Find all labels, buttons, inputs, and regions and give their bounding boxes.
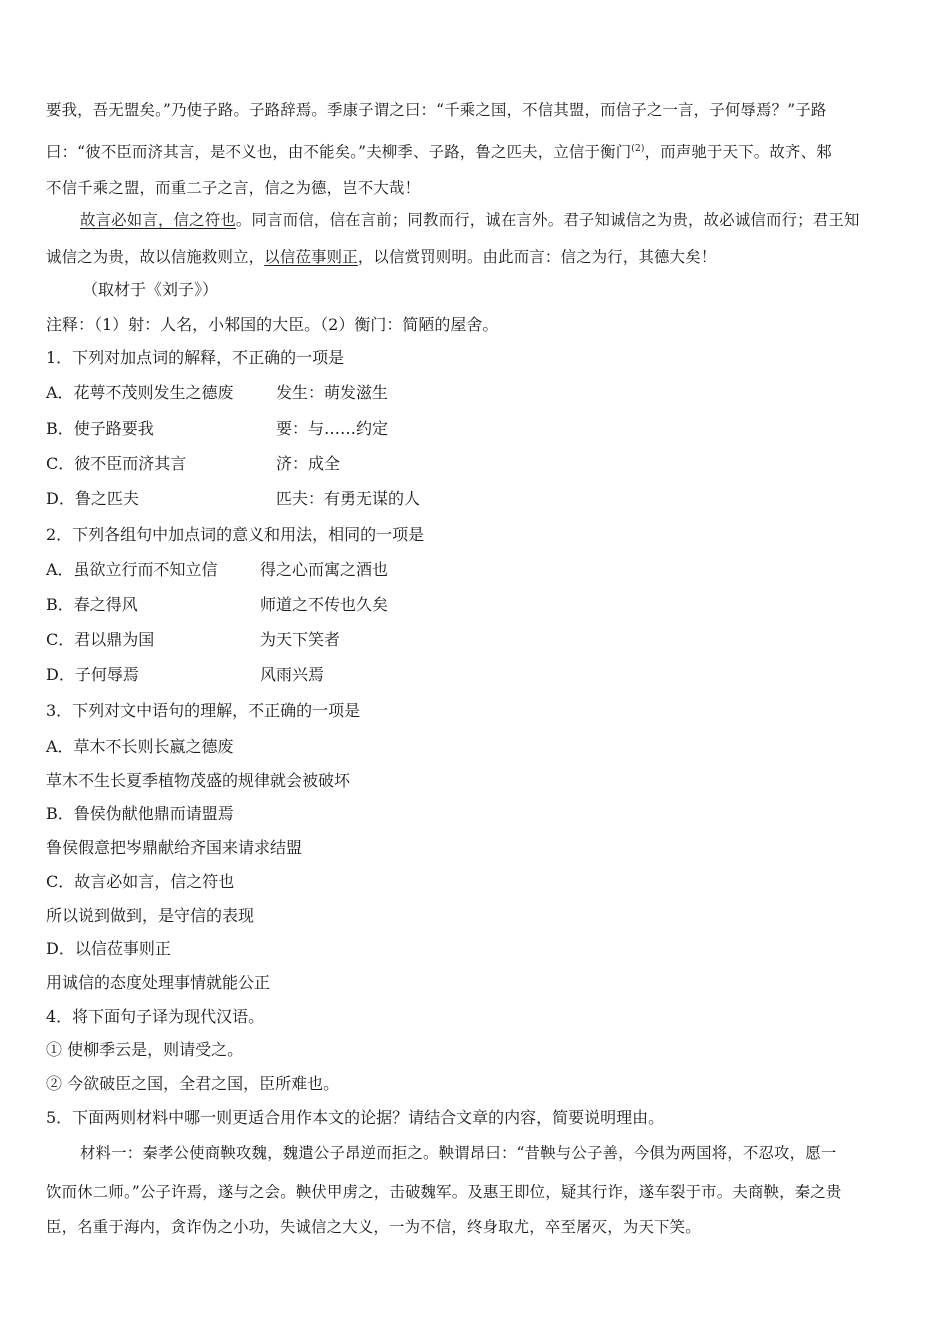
q3-option-b: B．鲁侯伪献他鼎而请盟焉 (46, 804, 234, 823)
passage-line-3: 不信千乘之盟，而重二子之言，信之为德，岂不大哉！ (46, 179, 421, 197)
q2-option-d-pair: 风雨兴焉 (260, 665, 325, 684)
q1-option-d: D．鲁之匹夫 (46, 489, 139, 508)
q1-option-a-explanation: 发生：萌发滋生 (276, 383, 389, 402)
q2-option-a-pair: 得之心而寓之酒也 (260, 560, 389, 579)
material-1-line-3: 臣，名重于海内，贪诈伪之小功，失诚信之大义，一为不信，终身取尤，卒至屠灭，为天下笑。 (46, 1218, 701, 1236)
q3-option-b-interpretation: 鲁侯假意把岑鼎献给齐国来请求结盟 (46, 838, 303, 857)
question-4-stem: 4．将下面句子译为现代汉语。 (46, 1007, 265, 1026)
question-2-stem: 2．下列各组句中加点词的意义和用法，相同的一项是 (46, 525, 425, 544)
material-1-line-1: 材料一：秦孝公使商鞅攻魏，魏遣公子昂逆而拒之。鞅谓昂曰：“昔鞅与公子善，今俱为两国将，不忍攻，愿一 (80, 1144, 837, 1162)
q3-option-a-interpretation: 草木不生长夏季植物茂盛的规律就会被破坏 (46, 771, 351, 790)
passage-line-4 (80, 210, 860, 230)
q4-sentence-2: ② 今欲破臣之国，全君之国，臣所难也。 (46, 1074, 340, 1093)
q3-option-d: D．以信莅事则正 (46, 939, 171, 958)
q1-option-b-explanation: 要：与……约定 (276, 419, 389, 438)
passage-line-5 (46, 247, 716, 267)
q3-option-c: C．故言必如言，信之符也 (46, 872, 235, 891)
question-1-stem: 1．下列对加点词的解释，不正确的一项是 (46, 348, 345, 367)
q1-option-b: B．使子路要我 (46, 419, 154, 438)
passage-line-5-text-b: ，以信赏罚则明。由此而言：信之为行，其德大矣！ (357, 248, 717, 266)
q3-option-a: A．草木不长则长嬴之德废 (46, 737, 234, 756)
q2-option-b: B．春之得风 (46, 595, 138, 614)
q3-option-c-interpretation: 所以说到做到，是守信的表现 (46, 906, 255, 925)
q1-option-c: C．彼不臣而济其言 (46, 454, 187, 473)
passage-line-2-text-a: 曰：“彼不臣而济其言，是不义也，由不能矣。”夫柳季、子路，鲁之匹夫，立信于衡门 (46, 143, 632, 162)
question-3-stem: 3．下列对文中语句的理解，不正确的一项是 (46, 701, 361, 720)
question-5-stem: 5．下面两则材料中哪一则更适合用作本文的论据？请结合文章的内容，简要说明理由。 (46, 1108, 665, 1127)
q2-option-b-pair: 师道之不传也久矣 (260, 595, 389, 614)
q2-option-c-pair: 为天下笑者 (260, 630, 341, 649)
q2-option-a: A．虽欲立行而不知立信 (46, 560, 218, 579)
footnote-marker-2: (2) (631, 144, 645, 154)
q2-option-d: D．子何辱焉 (46, 665, 139, 684)
passage-line-4-rest: 。同言而信，信在言前；同教而行，诚在言外。君子知诚信之为贵，故必诚信而行；君王知 (235, 211, 860, 229)
passage-line-1: 要我，吾无盟矣。”乃使子路。子路辞焉。季康子谓之曰：“千乘之国，不信其盟，而信子之一言，子何辱焉？”子路 (46, 101, 827, 119)
q1-option-d-explanation: 匹夫：有勇无谋的人 (276, 489, 421, 508)
q1-option-a: A．花萼不茂则发生之德废 (46, 383, 234, 402)
q1-option-c-explanation: 济：成全 (276, 454, 341, 473)
underlined-sentence-2: 以信莅事则正 (264, 248, 358, 266)
passage-line-5-text-a: 诚信之为贵，故以信施救则立， (46, 248, 265, 266)
passage-line-2 (46, 139, 832, 162)
q4-sentence-1: ① 使柳季云是，则请受之。 (46, 1040, 244, 1059)
material-1-line-2: 饮而休二师。”公子许焉，遂与之会。鞅伏甲虏之，击破魏军。及惠王即位，疑其行诈，遂车裂于市。夫商鞅，秦之贵 (46, 1183, 842, 1201)
source-citation: （取材于《刘子》） (82, 280, 219, 299)
q2-option-c: C．君以鼎为国 (46, 630, 155, 649)
underlined-sentence-1: 故言必如言，信之符也 (80, 211, 236, 229)
annotation-notes: 注释：（1）射：人名，小邾国的大臣。（2）衡门：简陋的屋舍。 (46, 315, 499, 334)
passage-line-2-text-b: ，而声驰于天下。故齐、邾 (644, 143, 832, 162)
q3-option-d-interpretation: 用诚信的态度处理事情就能公正 (46, 973, 271, 992)
